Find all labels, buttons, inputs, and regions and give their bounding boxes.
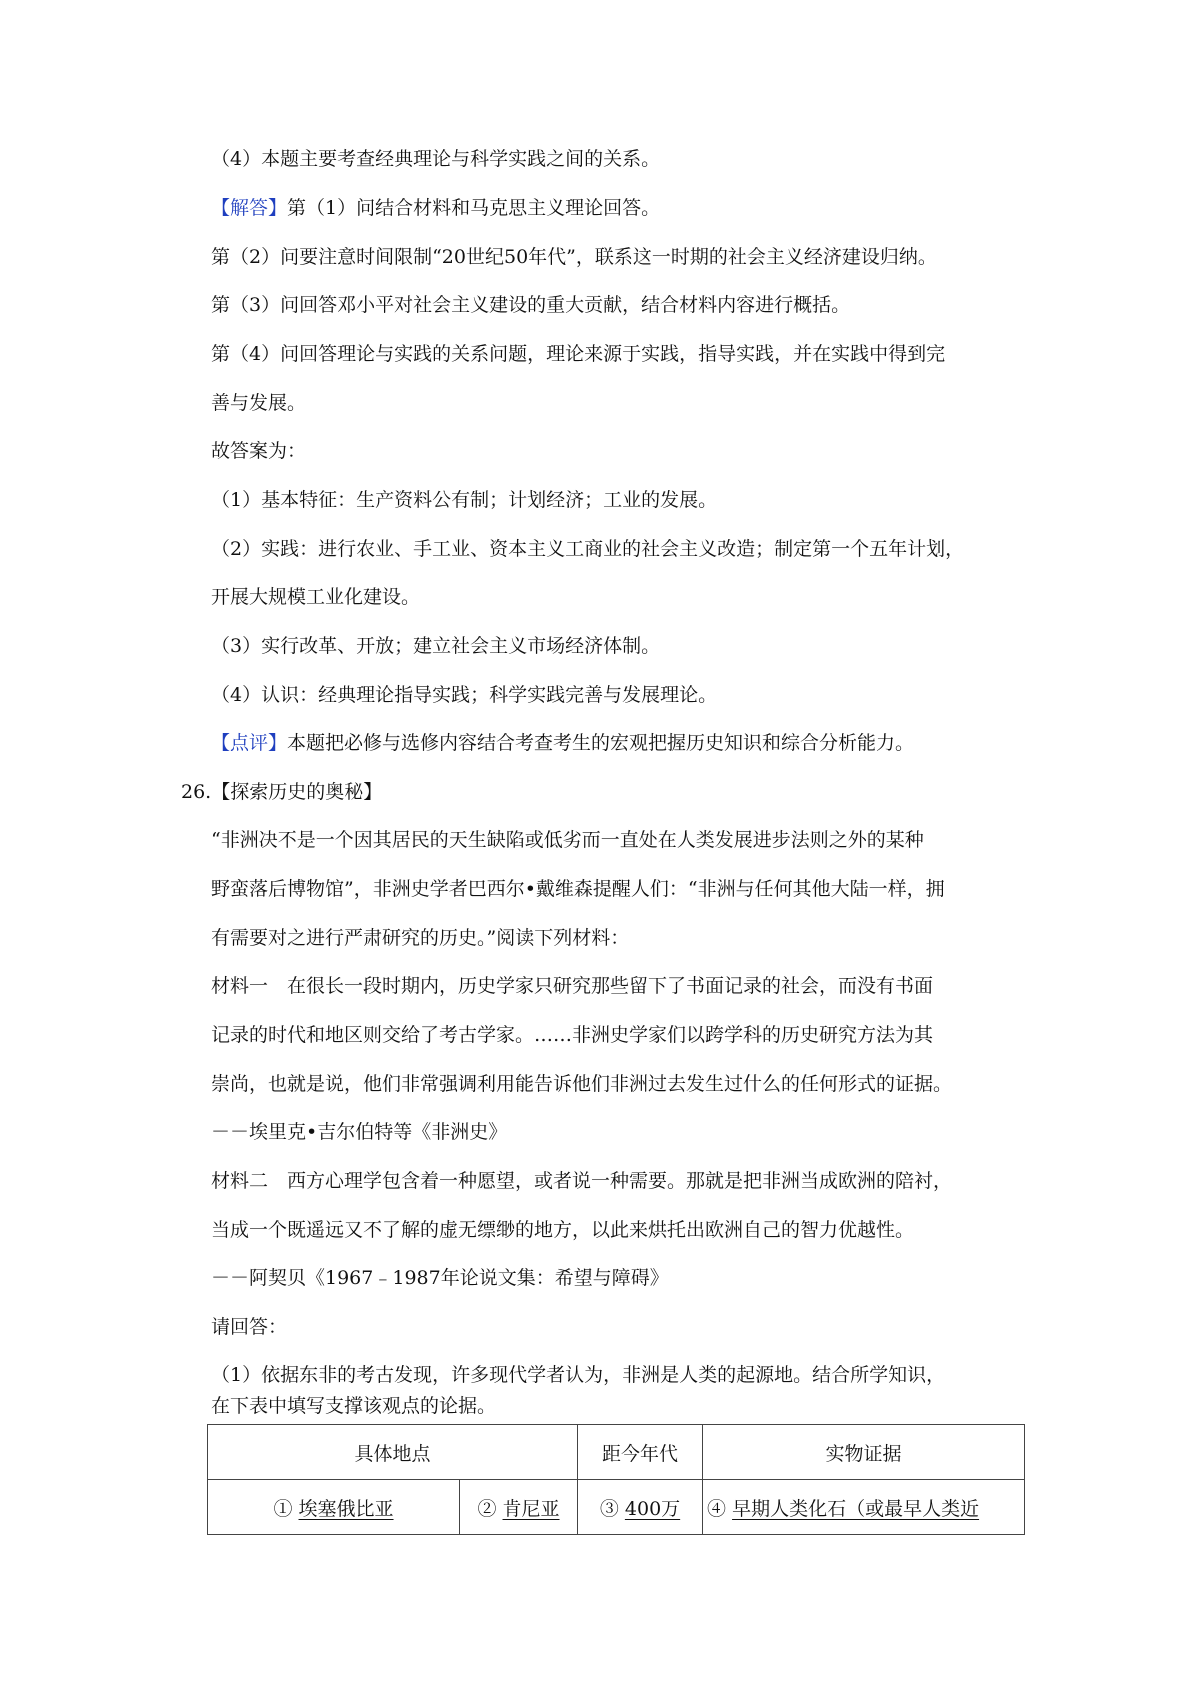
- comment-tag: 【点评】: [211, 732, 288, 754]
- header-location: 具体地点: [208, 1425, 578, 1480]
- answer-fill: 埃塞俄比亚: [298, 1497, 394, 1520]
- answer-fill: 400万: [624, 1497, 681, 1520]
- circled-number: ④: [707, 1497, 727, 1520]
- paragraph-line: 开展大规模工业化建设。: [211, 586, 421, 608]
- evidence-table: [207, 1424, 1025, 1535]
- paragraph-line: 在下表中填写支撑该观点的论据。: [211, 1395, 497, 1417]
- paragraph-line: 有需要对之进行严肃研究的历史。”阅读下列材料：: [211, 927, 630, 949]
- circled-number: ③: [599, 1497, 619, 1520]
- paragraph-line: 第（1）问结合材料和马克思主义理论回答。: [287, 197, 661, 219]
- paragraph-line: 第（2）问要注意时间限制“20世纪50年代”，联系这一时期的社会主义经济建设归纳。: [211, 246, 937, 268]
- paragraph-line: （4）认识：经典理论指导实践；科学实践完善与发展理论。: [211, 684, 718, 706]
- paragraph-line: 第（4）问回答理论与实践的关系问题，理论来源于实践，指导实践，并在实践中得到完: [211, 343, 946, 365]
- paragraph-line: （1）基本特征：生产资料公有制；计划经济；工业的发展。: [211, 489, 718, 511]
- paragraph-line: 善与发展。: [211, 392, 307, 414]
- cell-years: [578, 1480, 703, 1535]
- answer-fill: 早期人类化石（或最早人类近: [732, 1497, 980, 1520]
- circled-number: ①: [273, 1497, 293, 1520]
- paragraph-line: （2）实践：进行农业、手工业、资本主义工商业的社会主义改造；制定第一个五年计划，: [211, 538, 965, 560]
- paragraph-line: （3）实行改革、开放；建立社会主义市场经济体制。: [211, 635, 661, 657]
- paragraph-line: 当成一个既遥远又不了解的虚无缥缈的地方，以此来烘托出欧洲自己的智力优越性。: [211, 1219, 915, 1241]
- question-heading: 26.【探索历史的奥秘】: [181, 781, 383, 803]
- comment-line: [211, 729, 914, 757]
- circled-number: ②: [477, 1497, 497, 1520]
- cell-location-2: [460, 1480, 578, 1535]
- answer-tag: 【解答】: [211, 197, 288, 219]
- answer-fill: 肯尼亚: [502, 1497, 560, 1520]
- paragraph-line: 请回答：: [211, 1316, 288, 1338]
- table-row: [208, 1480, 1025, 1535]
- header-evidence: 实物证据: [703, 1425, 1025, 1480]
- cell-location-1: [208, 1480, 460, 1535]
- source-citation: －－阿契贝《1967﹣1987年论说文集：希望与障碍》: [211, 1267, 669, 1289]
- paragraph-line: 野蛮落后博物馆”，非洲史学者巴西尔•戴维森提醒人们：“非洲与任何其他大陆一样，拥: [211, 878, 945, 900]
- paragraph-line: 第（3）问回答邓小平对社会主义建设的重大贡献，结合材料内容进行概括。: [211, 294, 851, 316]
- paragraph-line: 本题把必修与选修内容结合考查考生的宏观把握历史知识和综合分析能力。: [287, 732, 915, 754]
- paragraph-line: “非洲决不是一个因其居民的天生缺陷或低劣而一直处在人类发展进步法则之外的某种: [211, 829, 924, 851]
- paragraph-line: 故答案为：: [211, 440, 307, 462]
- paragraph-line: （4）本题主要考查经典理论与科学实践之间的关系。: [211, 148, 661, 170]
- source-citation: －－埃里克•吉尔伯特等《非洲史》: [211, 1121, 508, 1143]
- paragraph-line: 崇尚，也就是说，他们非常强调利用能告诉他们非洲过去发生过什么的任何形式的证据。: [211, 1073, 953, 1095]
- paragraph-line: 材料一 在很长一段时期内，历史学家只研究那些留下了书面记录的社会，而没有书面: [211, 975, 934, 997]
- cell-evidence: [703, 1480, 1025, 1535]
- paragraph-line: 材料二 西方心理学包含着一种愿望，或者说一种需要。那就是把非洲当成欧洲的陪衬，: [211, 1170, 953, 1192]
- header-years: 距今年代: [578, 1425, 703, 1480]
- table-header-row: [208, 1425, 1025, 1480]
- answer-intro: [211, 194, 660, 222]
- paragraph-line: （1）依据东非的考古发现，许多现代学者认为，非洲是人类的起源地。结合所学知识，: [211, 1364, 946, 1386]
- paragraph-line: 记录的时代和地区则交给了考古学家。……非洲史学家们以跨学科的历史研究方法为其: [211, 1024, 934, 1046]
